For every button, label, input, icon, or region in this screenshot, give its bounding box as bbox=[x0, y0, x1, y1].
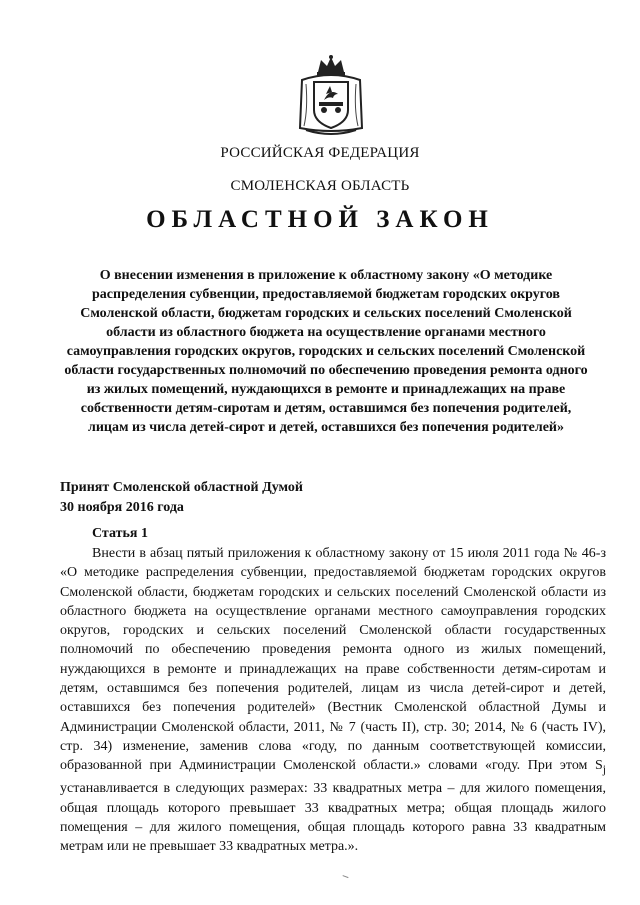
adoption-date: 30 ноября 2016 года bbox=[60, 500, 184, 515]
article-body bbox=[60, 544, 606, 857]
article-text-subscript: j bbox=[602, 763, 606, 777]
country-name: РОССИЙСКАЯ ФЕДЕРАЦИЯ bbox=[220, 145, 420, 161]
adoption-info bbox=[60, 478, 303, 518]
law-title: О внесении изменения в приложение к областному закону «О методике распределения субвенции, предоставляемой бюджетам городских округов Смоленской области, бюджетам городских и сельских поселений Смоленской области из областного бюджета на осуществление органами местного самоуправления городских округов, городских и сельских поселений Смоленской области государственных полномочий по обеспечению проведения ремонта одного из жилых помещений, нуждающихся в ремонте и принадлежащих на праве собственности детям-сиротам и детям, оставшимся без попечения родителей, лицам из числа детей-сирот и детей, оставшихся без попечения родителей» bbox=[64, 268, 588, 435]
document-type: ОБЛАСТНОЙ ЗАКОН bbox=[146, 206, 494, 233]
article-text-part1: Внести в абзац пятый приложения к областному закону от 15 июля 2011 года № 46-з «О методике распределения субвенции, предоставляемой бюджетам городских округов Смоленской области, бюджетам городских и сельских поселений Смоленской области из областного бюджета на осуществление органами местного самоуправления городских округов, городских и сельских поселений Смоленской области государственных полномочий по обеспечению проведения ремонта одного из жилых помещений, нуждающихся в ремонте и принадлежащих на праве собственности детям-сиротам и детям, оставшимся без попечения родителей, лицам из числа детей-сирот и детей, оставшихся без попечения родителей» (Вестник Смоленской областной Думы и Администрации Смоленской области, 2011, № 7 (часть II), стр. 30; 2014, № 6 (часть IV), стр. 34) изменение, заменив слова «году, по данным соответствующей комиссии, образованной при Администрации Смоленской области.» словами «году. При этом S bbox=[60, 546, 606, 774]
region-name: СМОЛЕНСКАЯ ОБЛАСТЬ bbox=[230, 178, 410, 194]
smolensk-coat-of-arms-icon bbox=[296, 54, 366, 136]
article-text-part2: устанавливается в следующих размерах: 33 квадратных метра – для жилого помещения, общая площадь которого превышает 33 квадратных метра; общая площадь жилого помещения – для жилого помещения, общая площадь которого равна 33 квадратным метрам или не превышает 33 квадратных метра.». bbox=[60, 781, 606, 855]
adoption-body: Принят Смоленской областной Думой bbox=[60, 480, 303, 495]
article-heading: Статья 1 bbox=[92, 526, 148, 541]
scan-mark bbox=[341, 875, 348, 881]
